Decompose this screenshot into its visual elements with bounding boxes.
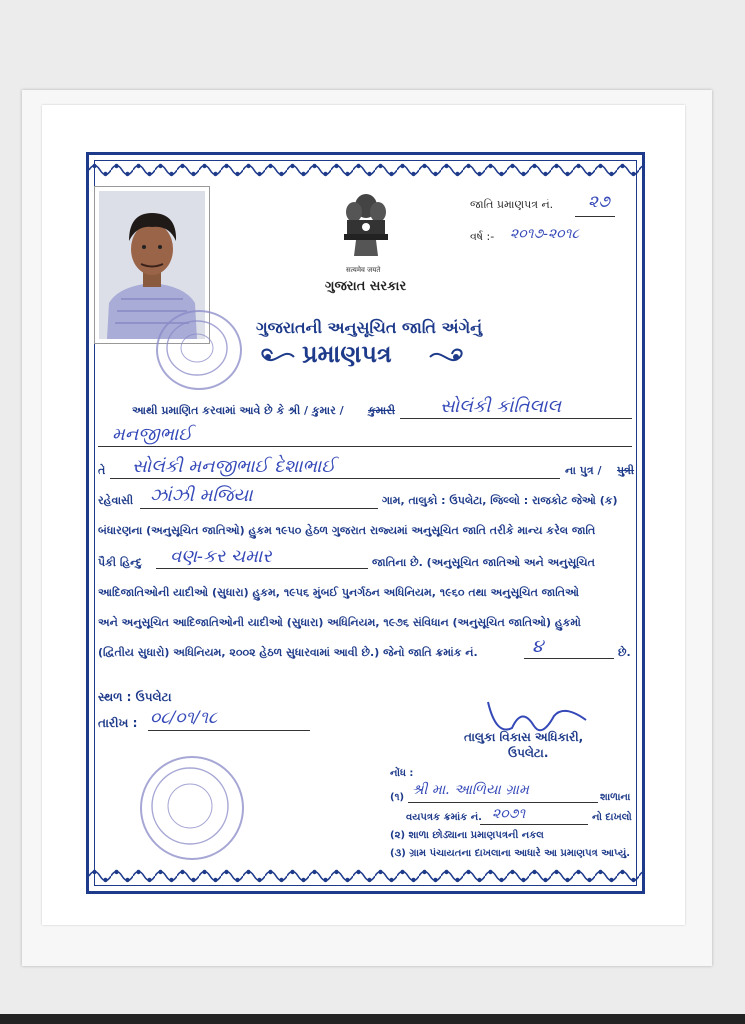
note-1-prefix: (૧) xyxy=(390,792,405,803)
certify-text: આથી પ્રમાણિત કરવામાં આવે છે કે શ્રી / કુમાર / xyxy=(132,404,344,417)
body-line-1: બંધારણના (અનુસૂચિત જાતિઓ) હુકમ ૧૯૫૦ હેઠળ ગુજરાત રાજ્યમાં અનુસૂચિત જાતિ તરીકે માન્ય કરેલ જાતિ xyxy=(98,524,596,537)
government-name: ગુજરાત સરકાર xyxy=(325,279,407,294)
year-value: ૨૦૧૭-૨૦૧૮ xyxy=(510,226,580,242)
officer-place: ઉપલેટા. xyxy=(508,746,549,760)
body-line-2-suffix: જાતિના છે. (અનુસૂચિત જાતિઓ અને અનુસૂચિત xyxy=(372,556,595,569)
body-line-5-end: છે. xyxy=(618,646,631,659)
father-prefix: તે xyxy=(98,464,106,477)
cert-number-value: ૨૭ xyxy=(588,192,610,212)
struck-word: કુમારી xyxy=(368,404,396,417)
official-seal-top xyxy=(156,310,242,390)
body-line-5: (દ્વિતીય સુધારો) અધિનિયમ, ૨૦૦૨ હેઠળ સુધારવામાં આવી છે.) જેનો જાતિ ક્રમાંક નં. xyxy=(98,646,478,659)
bottom-vine-border xyxy=(89,865,642,887)
left-flourish-icon xyxy=(256,344,296,374)
note-1-suffix: શાળાના xyxy=(600,792,631,803)
year-label: વર્ષ :- xyxy=(470,230,495,243)
child-text: ના પુત્ર / xyxy=(565,464,602,477)
body-line-3: આદિજાતિઓની યાદીઓ (સુધારા) હુકમ, ૧૯૫૬ મુંબઈ પુનર્ગઠન અધિનિયમ, ૧૯૬૦ તથા અનુસૂચિત જાતિઓ xyxy=(98,586,580,599)
father-name: સોલંકી મનજીભાઈ દેશાભાઈ xyxy=(132,456,336,477)
officer-title: તાલુકા વિકાસ અધિકારી, xyxy=(464,730,584,744)
caste-name: વણ-કર ચમાર xyxy=(170,546,272,567)
applicant-name-2: મનજીભાઈ xyxy=(112,424,193,445)
applicant-name-1: સોલંકી કાંતિલાલ xyxy=(440,396,562,417)
emblem-motto: सत्यमेव जयते xyxy=(346,266,381,274)
official-seal-bottom xyxy=(140,756,244,860)
village-text: ગામ, તાલુકો : ઉપલેટા, જિલ્લો : રાજકોટ જેઓ (ક) xyxy=(382,494,618,507)
certificate-subtitle: ગુજરાતની અનુસૂચિત જાતિ અંગેનું xyxy=(256,318,483,337)
scan-edge xyxy=(0,1014,745,1024)
note-1b-suffix: નો દાખલો xyxy=(592,812,632,823)
body-line-2-prefix: પૈકી હિન્દુ xyxy=(98,556,142,569)
caste-number: ૪ xyxy=(532,636,544,657)
cert-number-label: જાતિ પ્રમાણપત્ર નં. xyxy=(470,198,554,211)
village-name: ઝાંઝી મજિયા xyxy=(150,485,253,506)
resident-label: રહેવાસી xyxy=(98,494,134,507)
certificate-title: પ્રમાણપત્ર xyxy=(302,340,392,368)
note-1b-number: ૨૦૭૧ xyxy=(492,806,526,822)
note-3: (૩) ગ્રામ પંચાયતના દાખલાના આધારે આ પ્રમાણપત્ર આપ્યું. xyxy=(390,848,631,859)
note-2: (૨) શાળા છોડ્યાના પ્રમાણપત્રની નકલ xyxy=(390,830,544,841)
date-label: તારીખ : xyxy=(98,716,138,730)
top-vine-border xyxy=(89,159,642,181)
note-1-school: શ્રી મા. આળિયા ગ્રામ xyxy=(412,782,529,798)
date-value: ૦૮/૦૧/૧૮ xyxy=(150,708,218,728)
note-1b-label: વયપત્રક ક્રમાંક નં. xyxy=(406,812,482,823)
body-line-4: અને અનુસૂચિત આદિજાતિઓની યાદીઓ (સુધારા) અધિનિયમ, ૧૯૭૬ સંવિધાન (અનુસૂચિત જાતિઓ) હુકમો xyxy=(98,616,581,629)
struck-daughter: પુત્રી xyxy=(617,464,635,477)
ashoka-emblem-icon xyxy=(338,190,394,262)
right-flourish-icon xyxy=(428,344,468,374)
place-label: સ્થળ : ઉપલેટા xyxy=(98,690,172,704)
note-label: નોંધ : xyxy=(390,768,414,779)
